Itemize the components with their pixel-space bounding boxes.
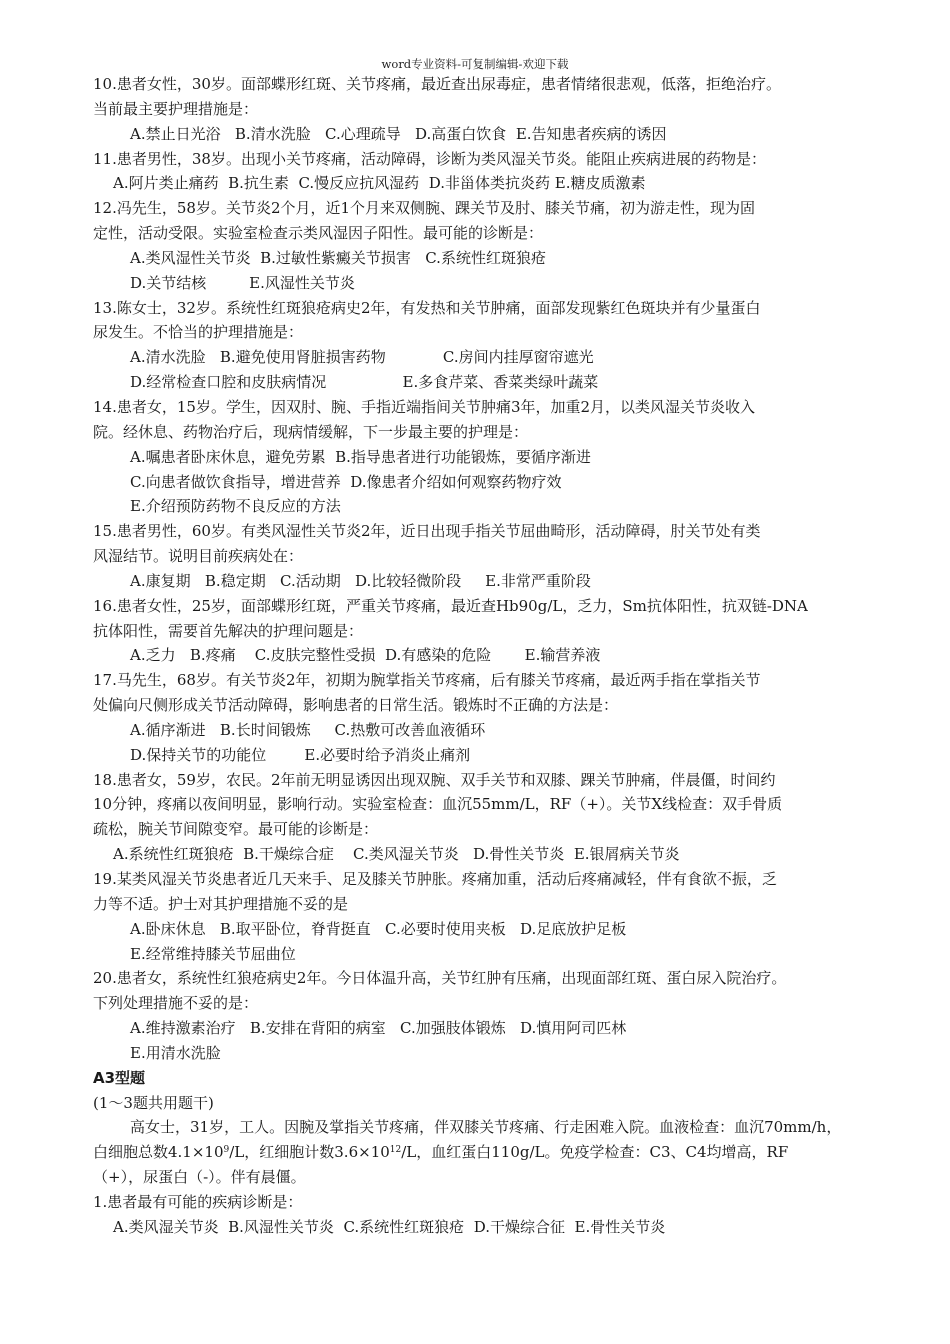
answer-options: A.系统性红斑狼疮 B.干燥综合症 C.类风湿关节炎 D.骨性关节炎 E.银屑病关节炎 [113, 845, 680, 864]
question-line: 19.某类风湿关节炎患者近几天来手、足及膝关节肿胀。疼痛加重，活动后疼痛减轻，伴有食欲不振，乏 [93, 870, 777, 888]
page-header: word专业资料-可复制编辑-欢迎下载 [381, 57, 569, 71]
question-line: 处偏向尺侧形成关节活动障碍，影响患者的日常生活。锻炼时不正确的方法是： [93, 696, 619, 715]
question-line: 风湿结节。说明目前疾病处在： [93, 547, 304, 566]
section-subheading: (1～3题共用题干) [93, 1093, 214, 1112]
stem-text: 白细胞总数4.1×10 [93, 1143, 224, 1162]
document-body [93, 72, 863, 1240]
question-line: 1.患者最有可能的疾病诊断是： [93, 1192, 303, 1211]
answer-options: A.嘱患者卧床休息，避免劳累 B.指导患者进行功能锻炼，要循序渐进 [130, 447, 591, 466]
answer-options: E.经常维持膝关节屈曲位 [130, 944, 296, 963]
superscript: 12 [389, 1145, 402, 1156]
answer-options: E.介绍预防药物不良反应的方法 [130, 497, 341, 516]
question-line: 尿发生。不恰当的护理措施是： [93, 323, 304, 342]
question-line: 11.患者男性，38岁。出现小关节疼痛，活动障碍，诊断为类风湿关节炎。能阻止疾病进展的药物是： [93, 149, 766, 168]
case-stem-line: （+），尿蛋白（-）。伴有晨僵。 [93, 1168, 306, 1187]
question-line: 抗体阳性，需要首先解决的护理问题是： [93, 621, 364, 640]
question-line: 当前最主要护理措施是： [93, 99, 259, 118]
question-line: 18.患者女，59岁，农民。2年前无明显诱因出现双腕、双手关节和双膝、踝关节肿痛，伴晨僵，时间约 [93, 770, 776, 789]
stem-text: /L，血红蛋白110g/L。免疫学检查：C3、C4均增高，RF [401, 1143, 789, 1162]
case-stem-line [93, 1140, 863, 1165]
question-line: 力等不适。护士对其护理措施不妥的是 [93, 894, 349, 913]
question-line: 定性，活动受限。实验室检查示类风湿因子阳性。最可能的诊断是： [93, 224, 544, 243]
answer-options: A.类风湿关节炎 B.风湿性关节炎 C.系统性红斑狼疮 D.干燥综合征 E.骨性关节炎 [113, 1217, 666, 1236]
answer-options: A.康复期 B.稳定期 C.活动期 D.比较轻微阶段 E.非常严重阶段 [130, 571, 591, 590]
answer-options: D.经常检查口腔和皮肤病情况 E.多食芹菜、香菜类绿叶蔬菜 [130, 373, 599, 392]
answer-options: A.禁止日光浴 B.清水洗脸 C.心理疏导 D.高蛋白饮食 E.告知患者疾病的诱因 [130, 124, 667, 143]
answer-options: E.用清水洗脸 [130, 1043, 221, 1062]
question-line: 14.患者女，15岁。学生，因双肘、腕、手指近端指间关节肿痛3年，加重2月，以类风湿关节炎收入 [93, 397, 756, 416]
case-stem-line: 高女士，31岁，工人。因腕及掌指关节疼痛，伴双膝关节疼痛、行走困难入院。血液检查：血沉70mm/h， [130, 1118, 842, 1137]
question-line: 13.陈女士，32岁。系统性红斑狼疮病史2年，有发热和关节肿痛，面部发现紫红色斑块并有少量蛋白 [93, 298, 761, 317]
question-line: 疏松，腕关节间隙变窄。最可能的诊断是： [93, 820, 379, 839]
question-line: 12.冯先生，58岁。关节炎2个月，近1个月来双侧腕、踝关节及肘、膝关节痛，初为游走性，现为固 [93, 199, 756, 218]
answer-options: A.维持激素治疗 B.安排在背阳的病室 C.加强肢体锻炼 D.慎用阿司匹林 [130, 1019, 627, 1038]
answer-options: A.类风湿性关节炎 B.过敏性紫癜关节损害 C.系统性红斑狼疮 [130, 248, 546, 267]
stem-text: /L，红细胞计数3.6×10 [229, 1143, 390, 1162]
answer-options: A.清水洗脸 B.避免使用肾脏损害药物 C.房间内挂厚窗帘遮光 [130, 348, 594, 367]
answer-options: A.循序渐进 B.长时间锻炼 C.热敷可改善血液循环 [130, 720, 486, 739]
answer-options: D.保持关节的功能位 E.必要时给予消炎止痛剂 [130, 745, 471, 764]
answer-options: D.关节结核 E.风湿性关节炎 [130, 273, 355, 292]
question-line: 10.患者女性，30岁。面部蝶形红斑、关节疼痛，最近查出尿毒症，患者情绪很悲观，低落，拒绝治疗。 [93, 75, 781, 93]
question-line: 院。经休息、药物治疗后，现病情缓解，下一步最主要的护理是： [93, 422, 529, 441]
question-line: 17.马先生，68岁。有关节炎2年，初期为腕掌指关节疼痛，后有膝关节疼痛，最近两手指在掌指关节 [93, 671, 761, 690]
answer-options: A.卧床休息 B.取平卧位，脊背挺直 C.必要时使用夹板 D.足底放护足板 [130, 919, 627, 938]
superscript: 9 [223, 1145, 230, 1156]
question-line: 10分钟，疼痛以夜间明显，影响行动。实验室检查：血沉55mm/L，RF（+）。关节X线检查：双手骨质 [93, 795, 783, 814]
section-heading: A3型题 [93, 1068, 146, 1087]
answer-options: A.阿片类止痛药 B.抗生素 C.慢反应抗风湿药 D.非甾体类抗炎药 E.糖皮质激素 [113, 174, 646, 193]
question-list [93, 72, 863, 1066]
answer-options: C.向患者做饮食指导，增进营养 D.像患者介绍如何观察药物疗效 [130, 472, 562, 491]
question-line: 16.患者女性，25岁，面部蝶形红斑，严重关节疼痛，最近查Hb90g/L，乏力，Sm抗体阳性，抗双链-DNA [93, 596, 808, 615]
answer-options: A.乏力 B.疼痛 C.皮肤完整性受损 D.有感染的危险 E.输营养液 [130, 646, 601, 665]
question-line: 15.患者男性，60岁。有类风湿性关节炎2年，近日出现手指关节屈曲畸形，活动障碍，肘关节处有类 [93, 522, 761, 541]
question-line: 20.患者女，系统性红狼疮病史2年。今日体温升高，关节红肿有压痛，出现面部红斑、蛋白尿入院治疗。 [93, 969, 787, 988]
question-line: 下列处理措施不妥的是： [93, 994, 259, 1013]
